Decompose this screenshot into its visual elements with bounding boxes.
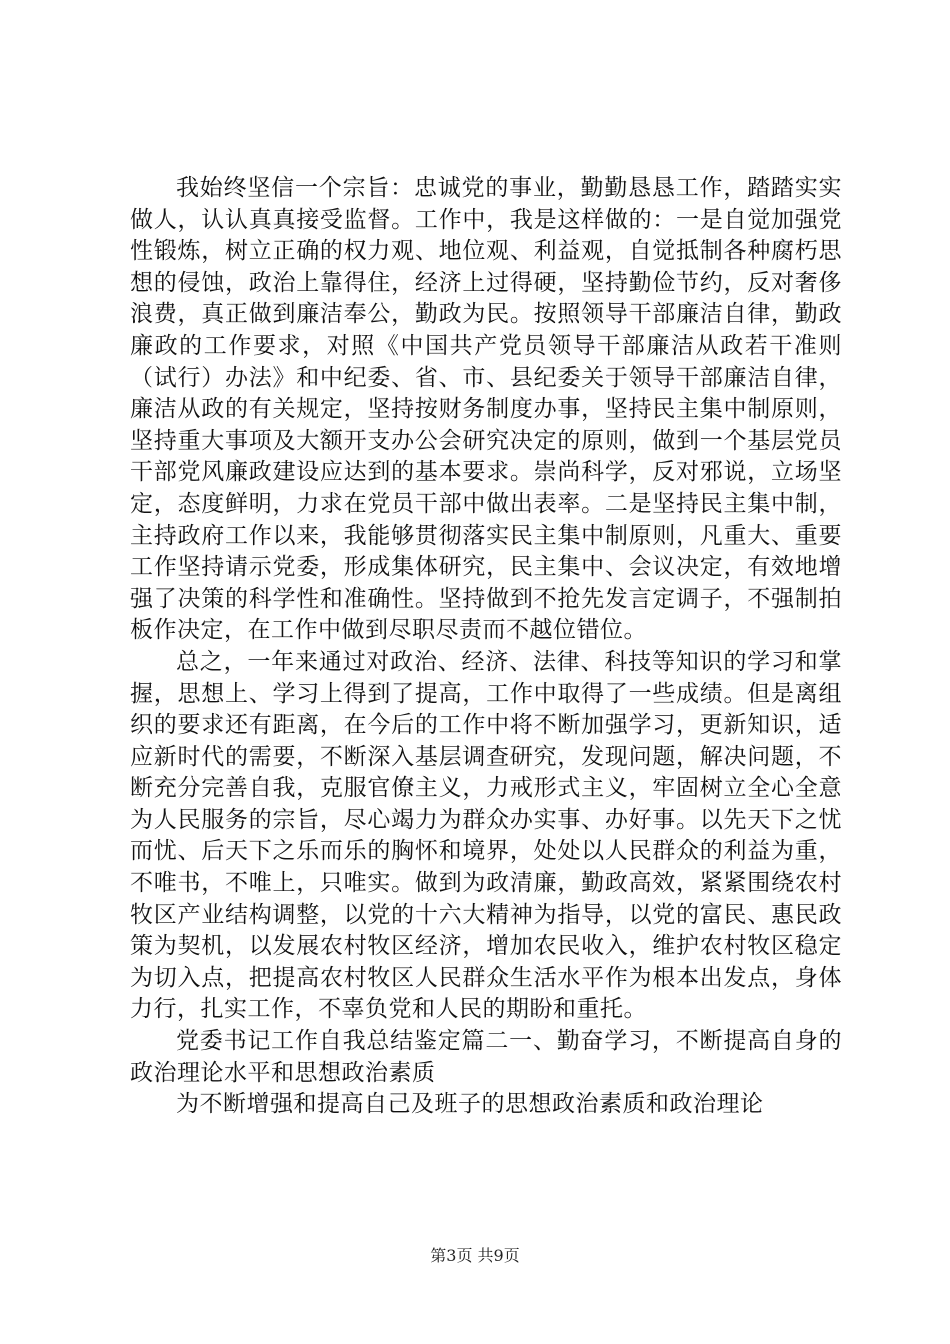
paragraph-summary: 总之，一年来通过对政治、经济、法律、科技等知识的学习和掌握，思想上、学习上得到了提高，工作中取得了一些成绩。但是离组织的要求还有距离，在今后的工作中将不断加强学习，更新知识，适应新时代的需要，不断深入基层调查研究，发现问题，解决问题，不断充分完善自我，克服官僚主义，力戒形式主义，牢固树立全心全意为人民服务的宗旨，尽心竭力为群众办实事、办好事。以先天下之忧而忧、后天下之乐而乐的胸怀和境界，处处以人民群众的利益为重，不唯书，不唯上，只唯实。做到为政清廉，勤政高效，紧紧围绕农村牧区产业结构调整，以党的十六大精神为指导，以党的富民、惠民政策为契机，以发展农村牧区经济，增加农民收入，维护农村牧区稳定为切入点，把提高农村牧区人民群众生活水平作为根本出发点，身体力行，扎实工作，不辜负党和人民的期盼和重托。 xyxy=(130,648,842,1023)
page-number-footer: 第3页 共9页 xyxy=(430,1246,520,1265)
document-body xyxy=(130,173,842,1121)
paragraph-section-heading: 党委书记工作自我总结鉴定篇二一、勤奋学习，不断提高自身的政治理论水平和思想政治素质 xyxy=(130,1028,842,1086)
paragraph-integrity: 我始终坚信一个宗旨：忠诚党的事业，勤勤恳恳工作，踏踏实实做人，认认真真接受监督。工作中，我是这样做的：一是自觉加强党性锻炼，树立正确的权力观、地位观、利益观，自觉抵制各种腐朽思想的侵蚀，政治上靠得住，经济上过得硬，坚持勤俭节约，反对奢侈浪费，真正做到廉洁奉公，勤政为民。按照领导干部廉洁自律，勤政廉政的工作要求，对照《中国共产党员领导干部廉洁从政若干准则（试行）办法》和中纪委、省、市、县纪委关于领导干部廉洁自律，廉洁从政的有关规定，坚持按财务制度办事，坚持民主集中制原则，坚持重大事项及大额开支办公会研究决定的原则，做到一个基层党员干部党风廉政建设应达到的基本要求。崇尚科学，反对邪说，立场坚定，态度鲜明，力求在党员干部中做出表率。二是坚持民主集中制，主持政府工作以来，我能够贯彻落实民主集中制原则，凡重大、重要工作坚持请示党委，形成集体研究，民主集中、会议决定，有效地增强了决策的科学性和准确性。坚持做到不抢先发言定调子，不强制拍板作决定，在工作中做到尽职尽责而不越位错位。 xyxy=(130,175,842,644)
paragraph-continuation: 为不断增强和提高自己及班子的思想政治素质和政治理论 xyxy=(176,1091,764,1118)
